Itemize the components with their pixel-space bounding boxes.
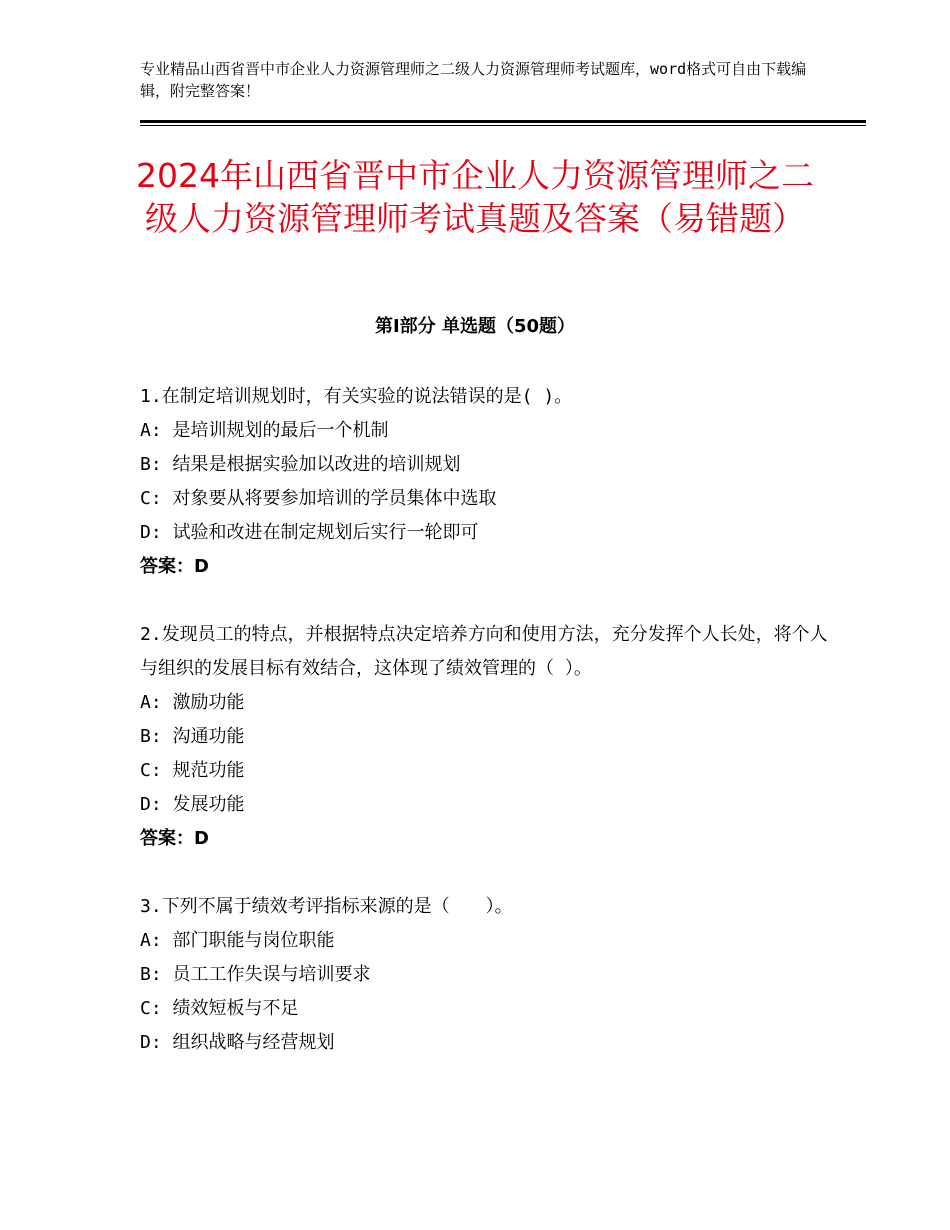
option-a: A: 激励功能 bbox=[140, 692, 245, 713]
question-2 bbox=[140, 618, 830, 856]
question-1 bbox=[140, 380, 830, 584]
option-d: D: 组织战略与经营规划 bbox=[140, 1032, 335, 1053]
header-rule-thin bbox=[140, 125, 866, 126]
option-b: B: 员工工作失误与培训要求 bbox=[140, 964, 371, 985]
answer: 答案：D bbox=[140, 828, 209, 849]
option-c: C: 绩效短板与不足 bbox=[140, 998, 299, 1019]
header-note: 专业精品山西省晋中市企业人力资源管理师之二级人力资源管理师考试题库，word格式可自由下载编辑，附完整答案！ bbox=[140, 60, 807, 100]
question-stem: 2.发现员工的特点，并根据特点决定培养方向和使用方法，充分发挥个人长处，将个人与组织的发展目标有效结合，这体现了绩效管理的（ ）。 bbox=[140, 624, 828, 679]
document-title: 2024年山西省晋中市企业人力资源管理师之二级人力资源管理师考试真题及答案（易错题） bbox=[136, 156, 814, 238]
question-list bbox=[140, 380, 830, 1094]
question-stem: 3.下列不属于绩效考评指标来源的是（ ）。 bbox=[140, 896, 513, 917]
header-rule-thick bbox=[140, 120, 866, 123]
option-b: B: 沟通功能 bbox=[140, 726, 245, 747]
option-c: C: 规范功能 bbox=[140, 760, 245, 781]
answer: 答案：D bbox=[140, 556, 209, 577]
question-3 bbox=[140, 890, 830, 1060]
option-d: D: 试验和改进在制定规划后实行一轮即可 bbox=[140, 522, 479, 543]
option-d: D: 发展功能 bbox=[140, 794, 245, 815]
section-title: 第Ⅰ部分 单选题（50题） bbox=[374, 316, 575, 337]
question-stem: 1.在制定培训规划时，有关实验的说法错误的是( )。 bbox=[140, 386, 573, 407]
option-b: B: 结果是根据实验加以改进的培训规划 bbox=[140, 454, 461, 475]
option-a: A: 部门职能与岗位职能 bbox=[140, 930, 335, 951]
option-c: C: 对象要从将要参加培训的学员集体中选取 bbox=[140, 488, 497, 509]
option-a: A: 是培训规划的最后一个机制 bbox=[140, 420, 389, 441]
